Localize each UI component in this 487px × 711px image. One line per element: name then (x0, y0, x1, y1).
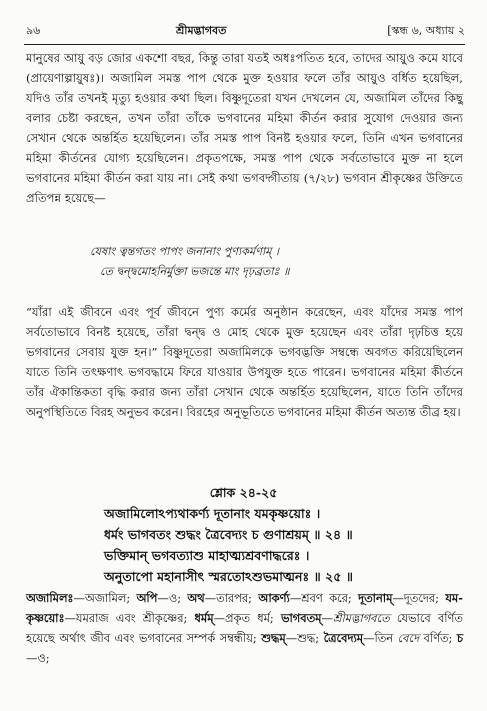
shloka-line: ধর্মং ভাগবতং শুদ্ধং ত্রৈবেদ্যং চ গুণাশ্রয়ম্ ॥ ২৪ ॥ (104, 527, 353, 542)
synonym-meaning: ও; (37, 651, 50, 665)
synonym-meaning: দূতদের; (403, 591, 439, 605)
synonym-term: ত্রৈবেদ্যম্ (323, 631, 364, 645)
gita-verse-quote (90, 242, 460, 282)
synonym-term: দূতানাম্ (358, 591, 393, 605)
synonym-term: যম-কৃষ্ণয়োঃ (26, 591, 463, 625)
synonym-term: অজামিলঃ (26, 591, 74, 605)
purport-paragraph-1: মানুষের আয়ু বড় জোর একশো বছর, কিন্তু তারা যতই অধঃপতিত হবে, তাদের আয়ুও কমে যাবে (প্রায়েণাল্পায়ুষঃ)। অজামিল সমস্ত পাপ থেকে মুক্ত হওয়ার ফলে তাঁর আয়ুও বর্ধিত হয়েছিল, যদিও তাঁর তখনই মৃত্যু হওয়ার কথা ছিল। বিষ্ণুদূতেরা যখন দেখলেন যে, অজামিল তাঁদের কিছু বলার চেষ্টা করছেন, তখন তাঁরা তাঁকে ভগবানের মহিমা কীর্তন করার সুযোগ দেওয়ার জন্য সেখান থেকে অন্তর্হিত হয়েছিলেন। তাঁর সমস্ত পাপ বিনষ্ট হওয়ার ফলে, তিনি এখন ভগবানের মহিমা কীর্তনের যোগ্য হয়েছিলেন। প্রকৃতপক্ষে, সমস্ত পাপ থেকে সর্বতোভাবে মুক্ত না হলে ভগবানের মহিমা কীর্তন করা যায় না। সেই কথা ভগবদ্গীতায় (৭/২৮) ভগবান শ্রীকৃষ্ণের উক্তিতে প্রতিপন্ন হয়েছে— (26, 51, 463, 205)
synonym-meaning: বর্ণিত; (423, 631, 453, 645)
synonym-meaning: প্রকৃত ধর্ম; (224, 611, 274, 625)
synonym-term: অথ (187, 591, 205, 605)
shloka-line: অনুতাপো মহানাসীৎ স্মরতোঽশুভমাত্মনঃ ॥ ২৫ ॥ (104, 569, 353, 584)
page-header (26, 22, 465, 38)
synonym-meaning: যমরাজ এবং শ্রীকৃষ্ণের; (75, 611, 188, 625)
synonym-term: ধর্মম্ (194, 611, 214, 625)
page-number: ৯৬ (26, 24, 41, 37)
shloka-line: ভক্তিমান্ ভগবত্যাশু মাহাত্ম্যশ্রবণাদ্ধরেঃ । (104, 548, 310, 563)
synonym-meaning: ও; (168, 591, 182, 605)
synonym-meaning: শ্রবণ করে; (301, 591, 352, 605)
synonym-meaning: শুদ্ধ; (297, 631, 320, 645)
synonym-meaning: তারপর; (216, 591, 253, 605)
synonym-term: আকর্ণ্য (258, 591, 290, 605)
synonym-meaning-prefix: তিন (374, 631, 394, 645)
synonym-meaning-italic: শ্রীমদ্ভাগবতে (332, 611, 390, 625)
chapter-reference: [স্কন্ধ ৬, অধ্যায় ২ (387, 24, 465, 37)
shloka-label: শ্লোক ২৪-২৫ (209, 485, 278, 500)
synonym-meaning-italic: বেদে (397, 631, 420, 645)
shloka-line: অজামিলোঽপ্যথাকর্ণ্য দূতানাং যমকৃষ্ণয়োঃ । (104, 506, 321, 521)
gita-verse-line: যেষাং ত্বন্তগতং পাপং জনানাং পুণ্যকর্মণাম্ । (90, 245, 279, 258)
synonym-term: চ (456, 631, 463, 645)
book-title: শ্রীমদ্ভাগবত (176, 24, 227, 37)
synonym-meaning: অজামিল; (84, 591, 131, 605)
synonym-term: ভাগবতম্ (280, 611, 322, 625)
synonym-term: শুদ্ধম্ (261, 631, 286, 645)
synonym-meaning: যেভাবে বর্ণিত হয়েছে অর্থাৎ জীব এবং ভগবানের সম্পর্ক সম্বন্ধীয়; (26, 611, 463, 645)
synonyms-paragraph: অজামিলঃ—অজামিল; অপি—ও; অথ—তারপর; আকর্ণ্য—শ্রবণ করে; দূতানাম্—দূতদের; যম-কৃষ্ণয়োঃ—যমরাজ এবং শ্রীকৃষ্ণের; ধর্মম্—প্রকৃত ধর্ম; ভাগবতম্—শ্রীমদ্ভাগবতে যেভাবে বর্ণিত হয়েছে অর্থাৎ জীব এবং ভগবানের সম্পর্ক সম্বন্ধীয়; শুদ্ধম্—শুদ্ধ; ত্রৈবেদ্যম্—তিন বেদে বর্ণিত; চ—ও; (26, 591, 463, 665)
purport-paragraph-2: “যাঁরা এই জীবনে এবং পূর্ব জীবনে পুণ্য কর্মের অনুষ্ঠান করেছেন, এবং যাঁদের সমস্ত পাপ সর্বতোভাবে বিনষ্ট হয়েছে, তাঁরা দ্বন্দ্ব ও মোহ থেকে মুক্ত হয়েছেন এবং তাঁরা দৃঢ়চিত্ত হয়ে ভগবানের সেবায় যুক্ত হন।” বিষ্ণুদূতেরা অজামিলকে ভগবদ্ভক্তি সম্বন্ধে অবগত করিয়েছিলেন যাতে তিনি তৎক্ষণাৎ ভগবদ্ধামে ফিরে যাওয়ার উপযুক্ত হতে পারেন। ভগবানের মহিমা কীর্তনে তাঁর ঐকান্তিকতা বৃদ্ধি করার জন্য তাঁরা সেখান থেকে অন্তর্হিত হয়েছিলেন, যাতে তিনি তাঁদের অনুপস্থিতিতে বিরহ অনুভব করেন। বিরহের অনুভূতিতে ভগবানের মহিমা কীর্তন অত্যন্ত তীব্র হয়। (26, 305, 463, 419)
gita-verse-line: তে দ্বন্দ্বমোহনির্মুক্তা ভজন্তে মাং দৃঢ়ব্রতাঃ ॥ (100, 265, 290, 278)
header-rule (24, 44, 465, 45)
synonym-term: অপি (136, 591, 158, 605)
